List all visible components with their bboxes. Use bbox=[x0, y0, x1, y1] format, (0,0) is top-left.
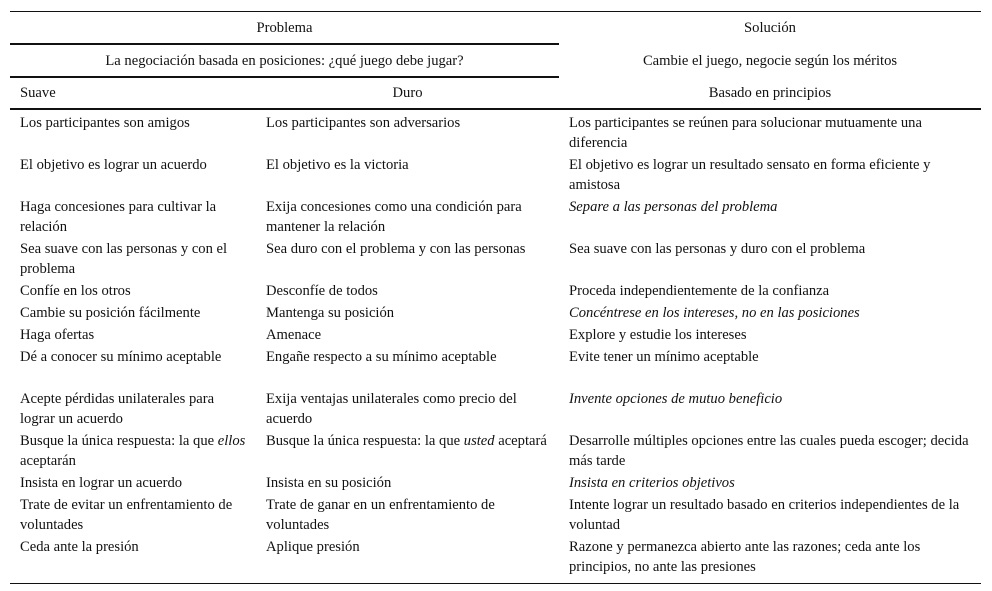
cell-hard: Mantenga su posición bbox=[266, 305, 395, 321]
cell-hard: Exija concesiones como una condición para mantener la relación bbox=[266, 199, 522, 235]
cell-principled: Intente lograr un resultado basado en criterios independientes de la voluntad bbox=[569, 497, 960, 533]
cell-soft-text: Busque la única respuesta: la que bbox=[20, 433, 218, 449]
cell-hard: Exija ventajas unilaterales como precio del acuerdo bbox=[266, 391, 517, 427]
cell-principled: Proceda independientemente de la confianza bbox=[569, 283, 830, 299]
negotiation-table-container bbox=[10, 11, 981, 584]
header-problem: Problema bbox=[10, 12, 559, 45]
cell-soft-text: aceptarán bbox=[20, 453, 76, 469]
table-row bbox=[10, 388, 981, 430]
cell-soft: Sea suave con las personas y con el problema bbox=[20, 241, 228, 277]
cell-soft: Ceda ante la presión bbox=[10, 536, 256, 584]
cell-soft: Cambie su posición fácilmente bbox=[20, 305, 201, 321]
cell-hard: Sea duro con el problema y con las personas bbox=[266, 241, 526, 257]
cell-principled bbox=[559, 196, 981, 238]
cell-principled: Desarrolle múltiples opciones entre las cuales pueda escoger; decida más tarde bbox=[569, 433, 969, 469]
cell-principled-italic: Invente opciones de mutuo beneficio bbox=[569, 391, 783, 407]
cell-soft: Haga concesiones para cultivar la relación bbox=[20, 199, 217, 235]
header-solution-statement: Cambie el juego, negocie según los méritos bbox=[642, 52, 898, 69]
cell-principled-italic: Insista en criterios objetivos bbox=[569, 475, 735, 491]
cell-soft bbox=[10, 430, 256, 472]
cell-hard: Trate de ganar en un enfrentamiento de voluntades bbox=[266, 497, 495, 533]
cell-soft: Trate de evitar un enfrentamiento de voluntades bbox=[20, 497, 233, 533]
table-row bbox=[10, 154, 981, 196]
table-row bbox=[10, 430, 981, 472]
table-row bbox=[10, 494, 981, 536]
cell-principled bbox=[559, 388, 981, 430]
table-row bbox=[10, 472, 981, 494]
cell-hard-text: Busque la única respuesta: la que bbox=[266, 433, 464, 449]
column-header-soft: Suave bbox=[10, 77, 256, 109]
negotiation-comparison-table bbox=[10, 11, 981, 584]
table-row bbox=[10, 196, 981, 238]
cell-hard: Engañe respecto a su mínimo aceptable bbox=[266, 349, 497, 365]
table-row bbox=[10, 346, 981, 388]
cell-principled: Los participantes se reúnen para solucionar mutuamente una diferencia bbox=[569, 115, 922, 151]
cell-hard-italic: usted bbox=[463, 433, 495, 449]
cell-soft-italic: ellos bbox=[217, 433, 246, 449]
cell-soft: Dé a conocer su mínimo aceptable bbox=[20, 349, 222, 365]
cell-hard: Desconfíe de todos bbox=[266, 283, 378, 299]
column-header-hard: Duro bbox=[256, 77, 559, 109]
cell-soft: Confíe en los otros bbox=[20, 283, 131, 299]
cell-principled bbox=[559, 302, 981, 324]
cell-hard bbox=[256, 430, 559, 472]
cell-soft: Acepte pérdidas unilaterales para lograr un acuerdo bbox=[20, 391, 215, 427]
cell-principled bbox=[559, 472, 981, 494]
cell-principled: Explore y estudie los intereses bbox=[569, 327, 747, 343]
column-header-principled: Basado en principios bbox=[559, 77, 981, 109]
cell-principled-italic: Separe a las personas del problema bbox=[569, 199, 778, 215]
cell-soft: Insista en lograr un acuerdo bbox=[20, 475, 183, 491]
header-row-1 bbox=[10, 12, 981, 45]
cell-hard: Insista en su posición bbox=[266, 475, 392, 491]
table-row bbox=[10, 536, 981, 584]
cell-hard: El objetivo es la victoria bbox=[266, 157, 409, 173]
table-row bbox=[10, 324, 981, 346]
cell-hard: Amenace bbox=[266, 327, 322, 343]
cell-hard-text: aceptará bbox=[494, 433, 547, 449]
header-problem-question: La negociación basada en posiciones: ¿qué juego debe jugar? bbox=[10, 44, 559, 77]
table-row bbox=[10, 109, 981, 154]
cell-principled: Sea suave con las personas y duro con el problema bbox=[569, 241, 866, 257]
cell-soft: El objetivo es lograr un acuerdo bbox=[20, 157, 207, 173]
cell-hard: Los participantes son adversarios bbox=[266, 115, 461, 131]
cell-principled: Evite tener un mínimo aceptable bbox=[569, 349, 759, 365]
cell-principled: Razone y permanezca abierto ante las razones; ceda ante los principios, no ante las presiones bbox=[559, 536, 981, 584]
table-row bbox=[10, 238, 981, 280]
header-row-3 bbox=[10, 77, 981, 109]
table-row bbox=[10, 302, 981, 324]
table-row bbox=[10, 280, 981, 302]
cell-soft: Los participantes son amigos bbox=[20, 115, 190, 131]
cell-principled: El objetivo es lograr un resultado sensato en forma eficiente y amistosa bbox=[569, 157, 931, 193]
header-row-2 bbox=[10, 44, 981, 77]
cell-principled-italic: Concéntrese en los intereses, no en las posiciones bbox=[569, 305, 860, 321]
cell-hard: Aplique presión bbox=[256, 536, 559, 584]
cell-soft: Haga ofertas bbox=[20, 327, 95, 343]
header-solution: Solución bbox=[744, 20, 796, 36]
